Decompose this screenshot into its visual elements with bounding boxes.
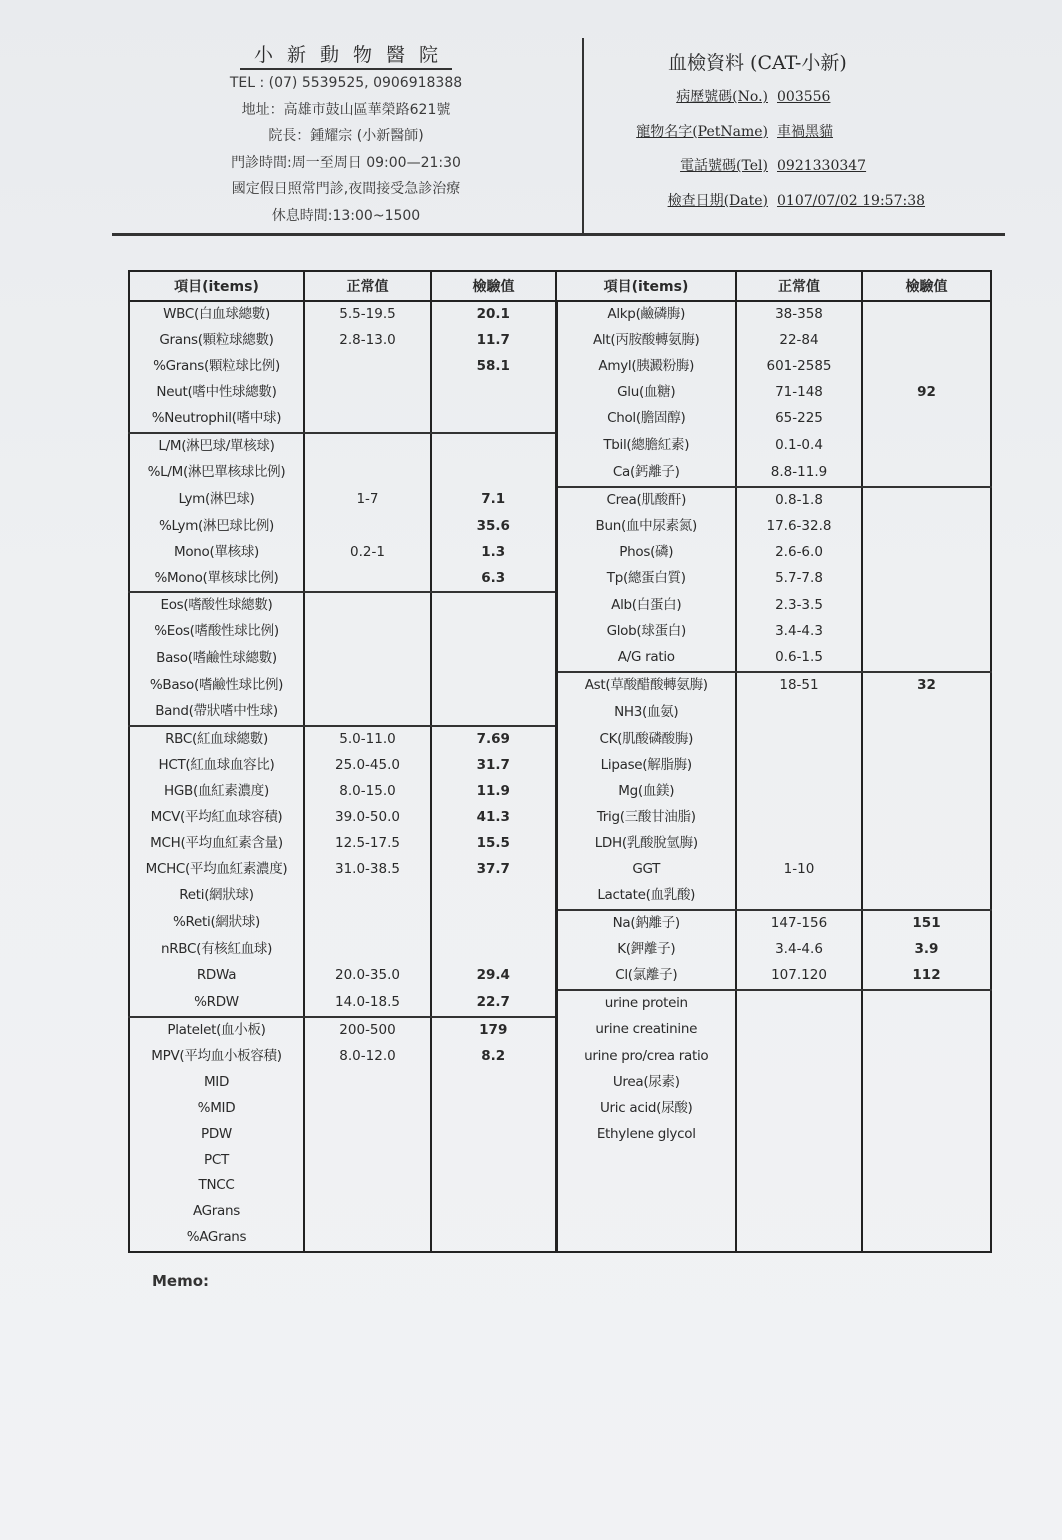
normal-range: 0.6-1.5 bbox=[736, 645, 862, 672]
item-name: Reti(網狀球) bbox=[129, 883, 304, 910]
item-name: %Lym(淋巴球比例) bbox=[129, 514, 304, 540]
normal-range bbox=[304, 619, 431, 645]
normal-range: 25.0-45.0 bbox=[304, 753, 431, 779]
result-value bbox=[431, 1148, 556, 1174]
item-name: AGrans bbox=[129, 1199, 304, 1225]
item-name bbox=[556, 1148, 736, 1174]
item-name: Eos(嗜酸性球總數) bbox=[129, 592, 304, 619]
table-row bbox=[129, 883, 991, 910]
item-name: GGT bbox=[556, 857, 736, 883]
result-value bbox=[862, 1096, 991, 1122]
item-name bbox=[556, 1173, 736, 1199]
normal-range: 18-51 bbox=[736, 672, 862, 699]
record-tel bbox=[600, 149, 1000, 184]
clinic-address: 地址：高雄市鼓山區華榮路621號 bbox=[241, 101, 451, 118]
item-name: Platelet(血小板) bbox=[129, 1017, 304, 1044]
item-name: Amyl(胰澱粉脢) bbox=[556, 354, 736, 380]
item-name: %Mono(單核球比例) bbox=[129, 566, 304, 593]
record-date-label: 檢查日期(Date) bbox=[667, 192, 768, 209]
table-row bbox=[129, 328, 991, 354]
item-name: Tp(總蛋白質) bbox=[556, 566, 736, 593]
result-value: 3.9 bbox=[914, 940, 939, 957]
table-row bbox=[129, 1225, 991, 1252]
normal-range bbox=[736, 1199, 862, 1225]
normal-range: 65-225 bbox=[736, 406, 862, 433]
table-row bbox=[129, 1122, 991, 1148]
item-name: Grans(顆粒球總數) bbox=[129, 328, 304, 354]
item-name: Tbil(總膽紅素) bbox=[556, 433, 736, 460]
normal-range: 22-84 bbox=[736, 328, 862, 354]
result-value bbox=[431, 672, 556, 699]
normal-range: 2.6-6.0 bbox=[736, 540, 862, 566]
table-row bbox=[129, 726, 991, 753]
item-name: Ethylene glycol bbox=[556, 1122, 736, 1148]
normal-range: 71-148 bbox=[736, 380, 862, 406]
result-value bbox=[862, 699, 991, 726]
item-name: Chol(膽固醇) bbox=[556, 406, 736, 433]
result-value bbox=[862, 831, 991, 857]
clinic-holiday: 國定假日照常門診,夜間接受急診治療 bbox=[231, 181, 461, 197]
record-no-value: 003556 bbox=[777, 89, 831, 105]
table-row bbox=[129, 406, 991, 433]
normal-range: 2.3-3.5 bbox=[736, 592, 862, 619]
record-pet-value: 車禍黑貓 bbox=[777, 123, 833, 140]
record-no bbox=[600, 80, 1000, 115]
result-value bbox=[431, 1199, 556, 1225]
header-normal-right: 正常值 bbox=[736, 271, 862, 301]
header-items-right: 項目(items) bbox=[556, 271, 736, 301]
table-row bbox=[129, 990, 991, 1017]
result-value bbox=[862, 540, 991, 566]
result-value bbox=[431, 1225, 556, 1252]
normal-range bbox=[736, 831, 862, 857]
header-items-left: 項目(items) bbox=[129, 271, 304, 301]
result-value bbox=[862, 514, 991, 540]
normal-range: 38-358 bbox=[736, 301, 862, 328]
item-name: Cl(氯離子) bbox=[556, 963, 736, 990]
item-name: %Reti(網狀球) bbox=[129, 910, 304, 937]
table-row bbox=[129, 1044, 991, 1070]
result-value bbox=[431, 910, 556, 937]
normal-range: 8.8-11.9 bbox=[736, 460, 862, 487]
item-name: MPV(平均血小板容積) bbox=[129, 1044, 304, 1070]
normal-range bbox=[304, 433, 431, 460]
result-value bbox=[431, 433, 556, 460]
result-value: 15.5 bbox=[431, 831, 556, 857]
result-value bbox=[431, 699, 556, 726]
table-row bbox=[129, 460, 991, 487]
record-pet-label: 寵物名字(PetName) bbox=[636, 123, 768, 140]
result-value bbox=[862, 619, 991, 645]
table-row bbox=[129, 487, 991, 514]
normal-range bbox=[736, 1173, 862, 1199]
result-value: 29.4 bbox=[431, 963, 556, 990]
result-value bbox=[862, 460, 991, 487]
normal-range bbox=[736, 726, 862, 753]
table-row bbox=[129, 1096, 991, 1122]
item-name: MCH(平均血紅素含量) bbox=[129, 831, 304, 857]
normal-range: 3.4-4.6 bbox=[736, 937, 862, 963]
normal-range bbox=[736, 1225, 862, 1252]
normal-range bbox=[304, 1096, 431, 1122]
result-value bbox=[431, 1122, 556, 1148]
table-row bbox=[129, 805, 991, 831]
clinic-hours: 門診時間:周一至周日 09:00—21:30 bbox=[231, 154, 461, 171]
normal-range: 200-500 bbox=[304, 1017, 431, 1044]
table-row bbox=[129, 514, 991, 540]
clinic-tel: TEL : (07) 5539525, 0906918388 bbox=[229, 75, 463, 91]
result-value bbox=[862, 328, 991, 354]
normal-range bbox=[736, 805, 862, 831]
normal-range bbox=[736, 699, 862, 726]
record-info bbox=[600, 46, 1000, 218]
normal-range: 17.6-32.8 bbox=[736, 514, 862, 540]
table-row bbox=[129, 380, 991, 406]
item-name: PCT bbox=[129, 1148, 304, 1174]
table-row bbox=[129, 540, 991, 566]
item-name: PDW bbox=[129, 1122, 304, 1148]
normal-range bbox=[736, 1122, 862, 1148]
item-name: %Eos(嗜酸性球比例) bbox=[129, 619, 304, 645]
item-name: Bun(血中尿素氮) bbox=[556, 514, 736, 540]
item-name: MID bbox=[129, 1070, 304, 1096]
normal-range: 0.1-0.4 bbox=[736, 433, 862, 460]
result-value bbox=[862, 1044, 991, 1070]
item-name: L/M(淋巴球/單核球) bbox=[129, 433, 304, 460]
item-name: Band(帶狀嗜中性球) bbox=[129, 699, 304, 726]
table-header-row bbox=[129, 271, 991, 301]
clinic-info bbox=[110, 38, 582, 229]
table-row bbox=[129, 910, 991, 937]
normal-range bbox=[304, 1199, 431, 1225]
result-value: 1.3 bbox=[431, 540, 556, 566]
result-value: 41.3 bbox=[431, 805, 556, 831]
normal-range bbox=[304, 937, 431, 963]
header-divider bbox=[582, 38, 584, 234]
normal-range: 14.0-18.5 bbox=[304, 990, 431, 1017]
item-name: Glob(球蛋白) bbox=[556, 619, 736, 645]
clinic-break: 休息時間:13:00~1500 bbox=[271, 207, 421, 224]
result-value bbox=[431, 1173, 556, 1199]
item-name: Alt(丙胺酸轉氨脢) bbox=[556, 328, 736, 354]
result-value bbox=[431, 937, 556, 963]
memo-label: Memo: bbox=[152, 1272, 210, 1290]
normal-range bbox=[304, 1122, 431, 1148]
table-row bbox=[129, 619, 991, 645]
result-value: 8.2 bbox=[431, 1044, 556, 1070]
item-name: RDWa bbox=[129, 963, 304, 990]
table-row bbox=[129, 937, 991, 963]
result-value: 58.1 bbox=[431, 354, 556, 380]
result-value bbox=[862, 1148, 991, 1174]
normal-range bbox=[736, 1017, 862, 1044]
record-tel-label: 電話號碼(Tel) bbox=[680, 158, 768, 174]
result-value bbox=[862, 726, 991, 753]
result-value bbox=[862, 1225, 991, 1252]
item-name: %L/M(淋巴單核球比例) bbox=[129, 460, 304, 487]
normal-range bbox=[304, 380, 431, 406]
normal-range: 31.0-38.5 bbox=[304, 857, 431, 883]
table-row bbox=[129, 354, 991, 380]
normal-range: 601-2585 bbox=[736, 354, 862, 380]
item-name: MCHC(平均血紅素濃度) bbox=[129, 857, 304, 883]
record-title: 血檢資料 (CAT-小新) bbox=[668, 52, 847, 74]
table-row bbox=[129, 566, 991, 593]
result-value bbox=[862, 566, 991, 593]
item-name: Phos(磷) bbox=[556, 540, 736, 566]
table-row bbox=[129, 645, 991, 672]
record-date bbox=[600, 184, 1000, 219]
result-value bbox=[431, 883, 556, 910]
normal-range: 8.0-12.0 bbox=[304, 1044, 431, 1070]
normal-range bbox=[304, 460, 431, 487]
normal-range: 1-10 bbox=[736, 857, 862, 883]
table-row bbox=[129, 592, 991, 619]
item-name: TNCC bbox=[129, 1173, 304, 1199]
result-value bbox=[431, 592, 556, 619]
result-value: 35.6 bbox=[431, 514, 556, 540]
result-value bbox=[862, 645, 991, 672]
item-name: Mg(血鎂) bbox=[556, 779, 736, 805]
item-name bbox=[556, 1199, 736, 1225]
item-name: A/G ratio bbox=[556, 645, 736, 672]
item-name: HGB(血紅素濃度) bbox=[129, 779, 304, 805]
table-row bbox=[129, 753, 991, 779]
normal-range bbox=[736, 990, 862, 1017]
item-name: Ast(草酸醋酸轉氨脢) bbox=[556, 672, 736, 699]
item-name: LDH(乳酸脫氫脢) bbox=[556, 831, 736, 857]
item-name: CK(肌酸磷酸脢) bbox=[556, 726, 736, 753]
result-value bbox=[862, 592, 991, 619]
normal-range bbox=[736, 1044, 862, 1070]
table-row bbox=[129, 1199, 991, 1225]
clinic-name: 小新動物醫院 bbox=[240, 42, 452, 70]
result-value bbox=[862, 883, 991, 910]
normal-range: 2.8-13.0 bbox=[304, 328, 431, 354]
normal-range bbox=[304, 1148, 431, 1174]
table-row bbox=[129, 1148, 991, 1174]
result-value bbox=[862, 354, 991, 380]
normal-range bbox=[304, 592, 431, 619]
item-name: %MID bbox=[129, 1096, 304, 1122]
result-value: 11.7 bbox=[431, 328, 556, 354]
normal-range: 20.0-35.0 bbox=[304, 963, 431, 990]
result-value: 37.7 bbox=[431, 857, 556, 883]
normal-range bbox=[304, 1173, 431, 1199]
item-name: Crea(肌酸酐) bbox=[556, 487, 736, 514]
normal-range bbox=[304, 910, 431, 937]
result-value bbox=[862, 857, 991, 883]
result-value: 11.9 bbox=[431, 779, 556, 805]
normal-range: 0.8-1.8 bbox=[736, 487, 862, 514]
result-value bbox=[431, 645, 556, 672]
result-value bbox=[862, 1173, 991, 1199]
table-row bbox=[129, 433, 991, 460]
item-name bbox=[556, 1225, 736, 1252]
normal-range bbox=[736, 1148, 862, 1174]
normal-range bbox=[304, 566, 431, 593]
normal-range bbox=[736, 753, 862, 779]
header-normal-left: 正常值 bbox=[304, 271, 431, 301]
table-row bbox=[129, 1070, 991, 1096]
item-name: %Neutrophil(嗜中球) bbox=[129, 406, 304, 433]
item-name: %Grans(顆粒球比例) bbox=[129, 354, 304, 380]
result-value: 6.3 bbox=[431, 566, 556, 593]
result-value bbox=[431, 380, 556, 406]
normal-range bbox=[304, 1225, 431, 1252]
item-name: urine creatinine bbox=[556, 1017, 736, 1044]
header-result-right: 檢驗值 bbox=[862, 271, 991, 301]
normal-range bbox=[736, 1096, 862, 1122]
normal-range bbox=[304, 672, 431, 699]
table-row bbox=[129, 831, 991, 857]
item-name: %Baso(嗜鹼性球比例) bbox=[129, 672, 304, 699]
table-row bbox=[129, 1173, 991, 1199]
item-name: WBC(白血球總數) bbox=[129, 301, 304, 328]
result-value bbox=[862, 990, 991, 1017]
result-value: 92 bbox=[917, 383, 936, 400]
result-value: 20.1 bbox=[431, 301, 556, 328]
item-name: K(鉀離子) bbox=[556, 937, 736, 963]
item-name: Trig(三酸甘油脂) bbox=[556, 805, 736, 831]
item-name: Baso(嗜鹼性球總數) bbox=[129, 645, 304, 672]
result-value: 31.7 bbox=[431, 753, 556, 779]
normal-range bbox=[304, 699, 431, 726]
report-header bbox=[110, 38, 1005, 238]
item-name: Glu(血糖) bbox=[556, 380, 736, 406]
record-tel-value: 0921330347 bbox=[777, 158, 867, 174]
item-name: Neut(嗜中性球總數) bbox=[129, 380, 304, 406]
result-value bbox=[431, 460, 556, 487]
table-row bbox=[129, 779, 991, 805]
item-name: Lipase(解脂脢) bbox=[556, 753, 736, 779]
item-name: Ca(鈣離子) bbox=[556, 460, 736, 487]
header-result-left: 檢驗值 bbox=[431, 271, 556, 301]
item-name: urine pro/crea ratio bbox=[556, 1044, 736, 1070]
result-value: 7.1 bbox=[431, 487, 556, 514]
normal-range bbox=[736, 779, 862, 805]
normal-range: 39.0-50.0 bbox=[304, 805, 431, 831]
table-row bbox=[129, 672, 991, 699]
item-name: MCV(平均紅血球容積) bbox=[129, 805, 304, 831]
table-row bbox=[129, 857, 991, 883]
normal-range: 8.0-15.0 bbox=[304, 779, 431, 805]
normal-range: 12.5-17.5 bbox=[304, 831, 431, 857]
result-value: 179 bbox=[431, 1017, 556, 1044]
record-date-value: 0107/07/02 19:57:38 bbox=[777, 192, 926, 209]
table-row bbox=[129, 699, 991, 726]
result-value bbox=[862, 1070, 991, 1096]
item-name: %AGrans bbox=[129, 1225, 304, 1252]
normal-range: 5.5-19.5 bbox=[304, 301, 431, 328]
result-value: 151 bbox=[912, 914, 941, 931]
normal-range: 3.4-4.3 bbox=[736, 619, 862, 645]
normal-range bbox=[304, 406, 431, 433]
normal-range: 147-156 bbox=[736, 910, 862, 937]
result-value: 7.69 bbox=[431, 726, 556, 753]
item-name: RBC(紅血球總數) bbox=[129, 726, 304, 753]
item-name: Uric acid(尿酸) bbox=[556, 1096, 736, 1122]
clinic-director: 院長：鍾耀宗 (小新醫師) bbox=[268, 128, 424, 144]
header-rule bbox=[112, 233, 1005, 236]
normal-range bbox=[304, 883, 431, 910]
table-row bbox=[129, 301, 991, 328]
item-name: Urea(尿素) bbox=[556, 1070, 736, 1096]
item-name: Alkp(鹼磷脢) bbox=[556, 301, 736, 328]
lab-results-table bbox=[128, 270, 992, 1253]
item-name: Na(鈉離子) bbox=[556, 910, 736, 937]
result-value bbox=[862, 433, 991, 460]
result-value bbox=[862, 487, 991, 514]
result-value: 22.7 bbox=[431, 990, 556, 1017]
item-name: HCT(紅血球血容比) bbox=[129, 753, 304, 779]
normal-range bbox=[304, 514, 431, 540]
result-value bbox=[862, 1199, 991, 1225]
normal-range: 5.0-11.0 bbox=[304, 726, 431, 753]
item-name: NH3(血氨) bbox=[556, 699, 736, 726]
result-value bbox=[862, 805, 991, 831]
result-value bbox=[862, 1122, 991, 1148]
result-value: 112 bbox=[862, 963, 991, 990]
result-value bbox=[862, 1017, 991, 1044]
item-name: Alb(白蛋白) bbox=[556, 592, 736, 619]
table-row bbox=[129, 1017, 991, 1044]
normal-range bbox=[736, 1070, 862, 1096]
result-value bbox=[431, 1096, 556, 1122]
item-name: nRBC(有核紅血球) bbox=[129, 937, 304, 963]
result-value bbox=[431, 1070, 556, 1096]
item-name: urine protein bbox=[556, 990, 736, 1017]
normal-range: 1-7 bbox=[304, 487, 431, 514]
normal-range: 0.2-1 bbox=[304, 540, 431, 566]
result-value: 32 bbox=[917, 677, 936, 694]
result-value bbox=[862, 753, 991, 779]
result-value bbox=[862, 779, 991, 805]
normal-range: 5.7-7.8 bbox=[736, 566, 862, 593]
record-no-label: 病歷號碼(No.) bbox=[676, 89, 768, 105]
normal-range bbox=[304, 645, 431, 672]
normal-range bbox=[304, 1070, 431, 1096]
normal-range bbox=[736, 883, 862, 910]
record-pet bbox=[600, 115, 1000, 150]
table-row bbox=[129, 963, 991, 990]
result-value bbox=[862, 301, 991, 328]
item-name: Lym(淋巴球) bbox=[129, 487, 304, 514]
item-name: Lactate(血乳酸) bbox=[556, 883, 736, 910]
item-name: %RDW bbox=[129, 990, 304, 1017]
normal-range: 107.120 bbox=[736, 963, 862, 990]
normal-range bbox=[304, 354, 431, 380]
item-name: Mono(單核球) bbox=[129, 540, 304, 566]
result-value bbox=[862, 406, 991, 433]
result-value bbox=[431, 619, 556, 645]
result-value bbox=[431, 406, 556, 433]
